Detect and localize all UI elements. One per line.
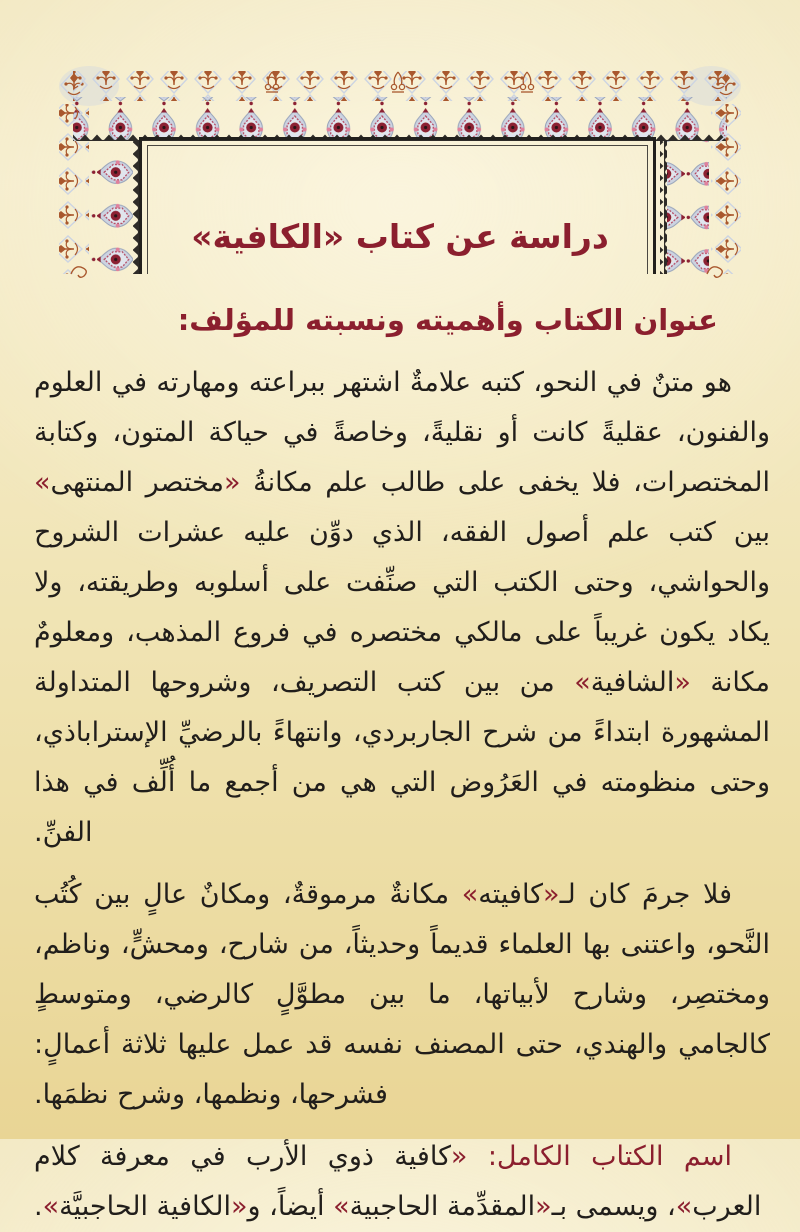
text-segment: فلا جرمَ كان لـ <box>559 879 732 910</box>
section-heading: عنوان الكتاب وأهميته ونسبته للمؤلف: <box>177 303 718 337</box>
text-segment: « <box>543 879 560 910</box>
text-segment: « <box>224 467 241 498</box>
text-segment: » <box>574 667 591 698</box>
text-segment: « <box>230 1191 248 1222</box>
text-segment: « <box>674 667 691 698</box>
text-segment: » <box>34 467 51 498</box>
text-segment: » <box>333 1191 350 1222</box>
text-segment: « <box>450 1141 468 1172</box>
text-segment: كافيته <box>478 879 544 910</box>
body-paragraph <box>34 870 770 1120</box>
text-segment: مختصر المنتهى <box>50 467 225 498</box>
body-paragraph <box>34 1132 770 1232</box>
text-segment: كافية ذوي الأرب في معرفة كلام العرب <box>34 1141 762 1222</box>
text-segment: » <box>42 1191 60 1222</box>
body-paragraph <box>34 358 770 858</box>
page-content <box>34 297 770 1232</box>
text-segment: بين كتب علم أصول الفقه، الذي دوِّن عليه عشرات الشروح والحواشي، وحتى الكتب التي صنِّفت على أسلوبه وطريقته، ولا يكاد يكون غريباً على مالكي مختصره في فروع المذهب، ومعلومٌ مكانة <box>34 517 770 698</box>
text-segment: مكانةٌ مرموقةٌ، ومكانٌ عالٍ بين كُتُب النَّحو، واعتنى بها العلماء قديماً وحديثاً، من شارح، ومحشٍّ، وناظم، ومختصِر، وشارح لأبياتها، ما بين مطوَّلٍ كالرضي، ومتوسطٍ كالجامي والهندي، حتى المصنف نفسه قد عمل عليها ثلاثة أعمالٍ: فشرحها، ونظمها، وشرح نظمَها. <box>34 879 770 1110</box>
text-segment: » <box>675 1191 693 1222</box>
page-title: دراسة عن كتاب «الكافية» <box>191 216 609 256</box>
text-segment: » <box>461 879 479 910</box>
frame-top-band <box>73 71 727 141</box>
text-segment: الكافية الحاجبيَّة <box>59 1191 231 1222</box>
text-segment: من بين كتب التصريف، وشروحها المتداولة المشهورة ابتداءً من شرح الجاربردي، وانتهاءً بالرضيِّ الإستراباذي، وحتى منظومته في العَرُوض التي هي من أجمع ما أُلِّف في هذا الفنِّ. <box>34 667 770 848</box>
text-segment: المقدِّمة الحاجبية <box>349 1191 536 1222</box>
text-segment: اسم الكتاب الكامل: <box>467 1141 732 1172</box>
text-segment: . <box>34 1191 43 1222</box>
text-segment: أيضاً، و <box>247 1191 334 1222</box>
text-segment: ، ويسمى بـ <box>551 1191 676 1222</box>
text-segment: الشافية <box>590 667 675 698</box>
text-segment: هو متنٌ في النحو، كتبه علامةٌ اشتهر ببراعته ومهارته في العلوم والفنون، عقليةً كانت أو نقليةً، وخاصةً في حياكة المتون، وكتابة المختصرات، فلا يخفى على طالب علم مكانةُ <box>34 367 770 498</box>
text-segment: « <box>535 1191 552 1222</box>
